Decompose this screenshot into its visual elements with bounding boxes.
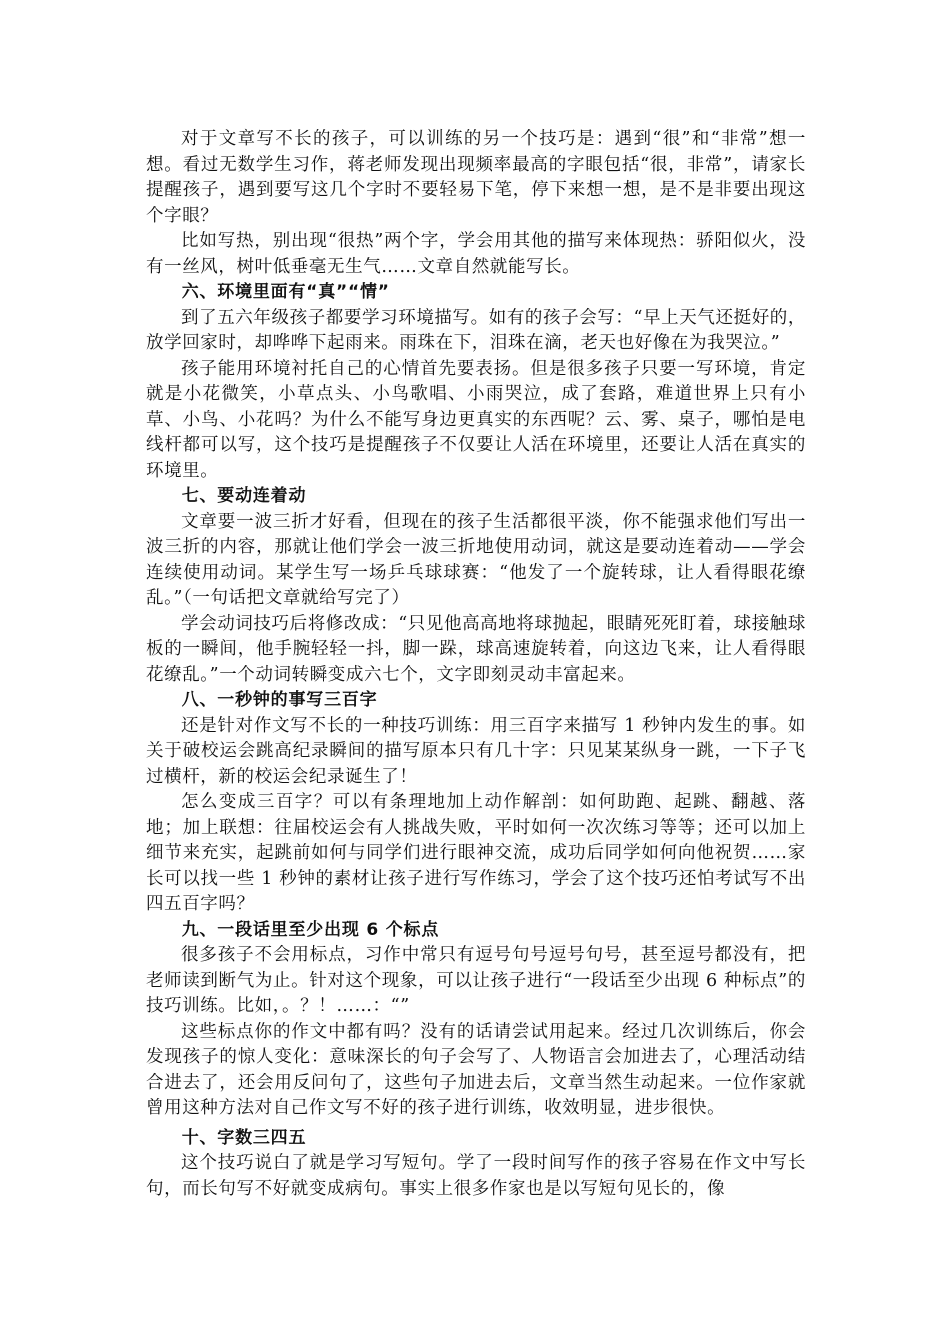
section-heading: 十、字数三四五 [181,1127,307,1148]
paragraph: 到了五六年级孩子都要学习环境描写。如有的孩子会写：“早上天气还挺好的，放学回家时，却哗哗下起雨来。雨珠在下，泪珠在滴，老天也好像在为我哭泣。” [146,307,806,353]
paragraph: 这个技巧说白了就是学习写短句。学了一段时间写作的孩子容易在作文中写长句，而长句写不好就变成病句。事实上很多作家也是以写短句见长的，像 [146,1153,806,1199]
paragraph: 这些标点你的作文中都有吗？没有的话请尝试用起来。经过几次训练后，你会发现孩子的惊人变化：意味深长的句子会写了、人物语言会加进去了，心理活动结合进去了，还会用反问句了，这些句子加进去后，文章当然生动起来。一位作家就曾用这种方法对自己作文写不好的孩子进行训练，收效明显，进步很快。 [146,1021,806,1118]
section-heading: 七、要动连着动 [181,486,307,506]
document-page [146,127,806,1202]
paragraph: 文章要一波三折才好看，但现在的孩子生活都很平淡，你不能强求他们写出一波三折的内容，那就让他们学会一波三折地使用动词，就这是要动连着动——学会连续使用动词。某学生写一场乒乓球球赛：“他发了一个旋转球，让人看得眼花缭乱。”（一句话把文章就给写完了） [146,511,806,608]
paragraph: 还是针对作文写不长的一种技巧训练：用三百字来描写 1 秒钟内发生的事。如关于破校运会跳高纪录瞬间的描写原本只有几十字：只见某某纵身一跳，一下子飞过横杆，新的校运会纪录诞生了！ [146,715,806,787]
section-heading: 九、一段话里至少出现 6 个标点 [181,919,440,940]
paragraph: 学会动词技巧后将修改成：“只见他高高地将球抛起，眼睛死死盯着，球接触球板的一瞬间，他手腕轻轻一抖，脚一跺，球高速旋转着，向这边飞来，让人看得眼花缭乱。”一个动词转瞬变成六七个，文字即刻灵动丰富起来。 [146,613,806,685]
section-heading: 八、一秒钟的事写三百字 [181,690,378,710]
paragraph: 孩子能用环境衬托自己的心情首先要表扬。但是很多孩子只要一写环境，肯定就是小花微笑，小草点头、小鸟歌唱、小雨哭泣，成了套路，难道世界上只有小草、小鸟、小花吗？为什么不能写身边更真实的东西呢？云、雾、桌子，哪怕是电线杆都可以写，这个技巧是提醒孩子不仅要让人活在环境里，还要让人活在真实的环境里。 [146,358,806,481]
paragraph: 怎么变成三百字？可以有条理地加上动作解剖：如何助跑、起跳、翻越、落地；加上联想：往届校运会有人挑战失败，平时如何一次次练习等等；还可以加上细节来充实，起跳前如何与同学们进行眼神交流，成功后同学如何向他祝贺……家长可以找一些 1 秒钟的素材让孩子进行写作练习，学会了这个技巧还怕考试写不出四五百字吗？ [146,792,806,914]
section-heading: 六、环境里面有“真”“情” [181,282,390,302]
paragraph: 比如写热，别出现“很热”两个字，学会用其他的描写来体现热：骄阳似火，没有一丝风，树叶低垂毫无生气……文章自然就能写长。 [146,231,806,277]
paragraph: 对于文章写不长的孩子，可以训练的另一个技巧是：遇到“很”和“非常”想一想。看过无数学生习作，蒋老师发现出现频率最高的字眼包括“很，非常”，请家长提醒孩子，遇到要写这几个字时不要轻易下笔，停下来想一想，是不是非要出现这个字眼？ [146,129,806,226]
paragraph: 很多孩子不会用标点，习作中常只有逗号句号逗号句号，甚至逗号都没有，把老师读到断气为止。针对这个现象，可以让孩子进行“一段话至少出现 6 种标点”的技巧训练。比如，。？！……：“” [146,945,806,1016]
